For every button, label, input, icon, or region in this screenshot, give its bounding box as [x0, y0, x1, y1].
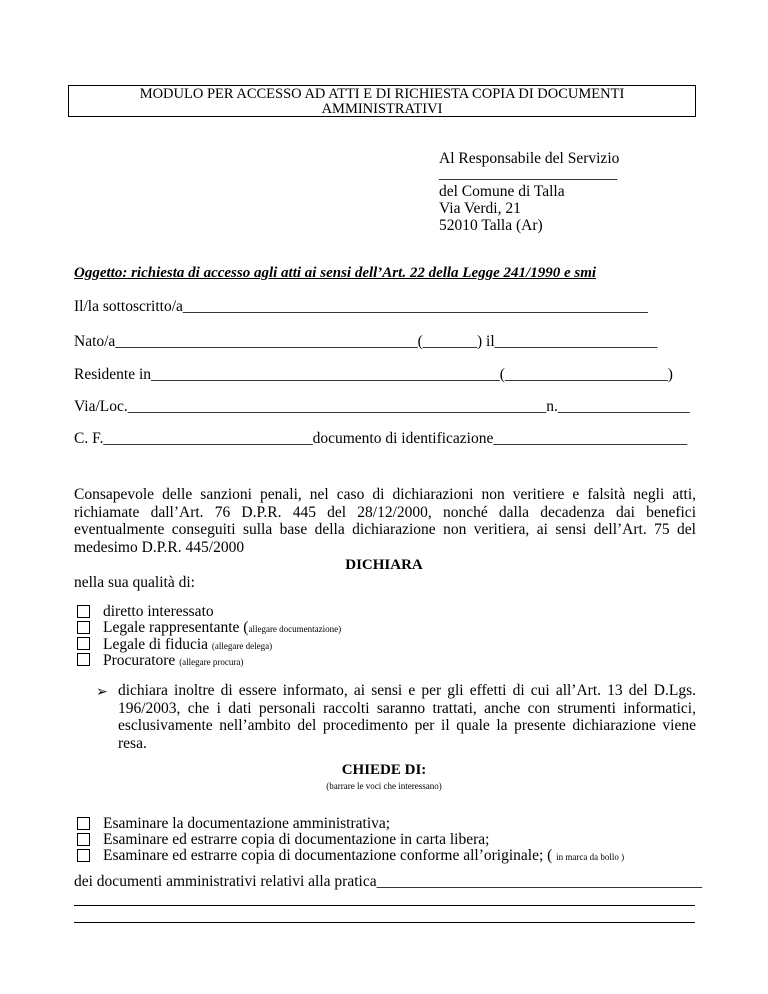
- field-pratica[interactable]: dei documenti amministrativi relativi alla pratica__________________________________________: [74, 873, 703, 890]
- chiede-heading: CHIEDE DI:: [341, 762, 427, 778]
- recipient-line4: Via Verdi, 21: [439, 200, 521, 217]
- form-title-line1: MODULO PER ACCESSO AD ATTI E DI RICHIESTA COPIA DI DOCUMENTI: [139, 86, 625, 102]
- option-procuratore: [103, 652, 243, 670]
- arrow-bullet-icon: ➢: [96, 685, 108, 700]
- field-via[interactable]: Via/Loc.______________________________________________________n._________________: [74, 398, 690, 415]
- field-codice-fiscale[interactable]: C. F.___________________________documento di identificazione_________________________: [74, 430, 688, 447]
- consapevole-paragraph: [74, 486, 696, 556]
- recipient-line3: del Comune di Talla: [439, 183, 565, 200]
- consapevole-line3: eventualmente conseguiti sulla base della dichiarazione non veritiera, ai sensi dell’Art. 75 del: [74, 521, 696, 538]
- subject-line: Oggetto: richiesta di accesso agli atti ai sensi dell’Art. 22 della Legge 241/1990 e smi: [74, 265, 597, 281]
- checkbox-esaminare[interactable]: [77, 817, 90, 830]
- dichiara-heading: DICHIARA: [345, 557, 423, 573]
- option-legale-rappresentante: [103, 619, 341, 637]
- recipient-service-blank[interactable]: _______________________: [439, 165, 618, 182]
- consapevole-line2: richiamate dall’Art. 76 D.P.R. 445 del 28/12/2000, nonché dalla decadenza dai benefici: [74, 503, 696, 521]
- field-nato[interactable]: Nato/a_______________________________________(_______) il_____________________: [74, 333, 658, 350]
- option-label: diretto interessato: [103, 603, 214, 620]
- consapevole-line1: Consapevole delle sanzioni penali, nel caso di dichiarazioni non veritiere e falsità negli atti,: [74, 486, 696, 503]
- recipient-line5: 52010 Talla (Ar): [439, 217, 543, 234]
- consapevole-line4: medesimo D.P.R. 445/2000: [74, 538, 245, 556]
- recipient-line1: Al Responsabile del Servizio: [439, 150, 620, 167]
- option-label: Esaminare ed estrarre copia di documentazione conforme all’originale; (: [103, 847, 557, 864]
- blank-line-2[interactable]: [74, 922, 695, 923]
- blank-line-1[interactable]: [74, 905, 695, 906]
- privacy-line3: esclusivamente nell’ambito del procedimento per il quale la presente dichiarazione viene: [118, 717, 696, 734]
- checkbox-legale-rappresentante[interactable]: [77, 621, 90, 634]
- option-note: (allegare delega): [211, 641, 273, 651]
- form-title-box: [68, 85, 696, 117]
- checkbox-legale-fiducia[interactable]: [77, 637, 90, 650]
- dichiara-intro: nella sua qualità di:: [74, 574, 195, 591]
- option-note: in marca da bollo ): [556, 852, 625, 862]
- privacy-paragraph: [118, 682, 696, 752]
- privacy-line1: dichiara inoltre di essere informato, ai sensi e per gli effetti di cui all’Art. 13 del D.Lgs.: [118, 682, 696, 699]
- checkbox-copia-carta-libera[interactable]: [77, 833, 90, 846]
- checkbox-diretto-interessato[interactable]: [77, 605, 90, 618]
- option-label: Esaminare la documentazione amministrativa;: [103, 815, 391, 832]
- field-sottoscritto[interactable]: Il/la sottoscritto/a____________________________________________________________: [74, 298, 648, 315]
- checkbox-procuratore[interactable]: [77, 653, 90, 666]
- checkbox-copia-conforme[interactable]: [77, 849, 90, 862]
- field-residente[interactable]: Residente in_____________________________________________(_____________________): [74, 366, 673, 383]
- chiede-option-conforme: [103, 847, 624, 865]
- option-label: Legale di fiducia: [103, 636, 212, 653]
- option-label: Legale rappresentante (: [103, 619, 249, 636]
- form-title-line2: AMMINISTRATIVI: [321, 101, 443, 117]
- privacy-line2: 196/2003, che i dati personali raccolti saranno trattati, anche con strumenti informatici,: [118, 699, 696, 717]
- option-note: allegare documentazione): [248, 624, 342, 634]
- privacy-line4: resa.: [118, 734, 147, 752]
- option-label: Esaminare ed estrarre copia di documentazione in carta libera;: [103, 831, 490, 848]
- chiede-subheading: (barrare le voci che interessano): [326, 781, 442, 791]
- option-note: (allegare procura): [179, 657, 244, 667]
- option-label: Procuratore: [103, 652, 180, 669]
